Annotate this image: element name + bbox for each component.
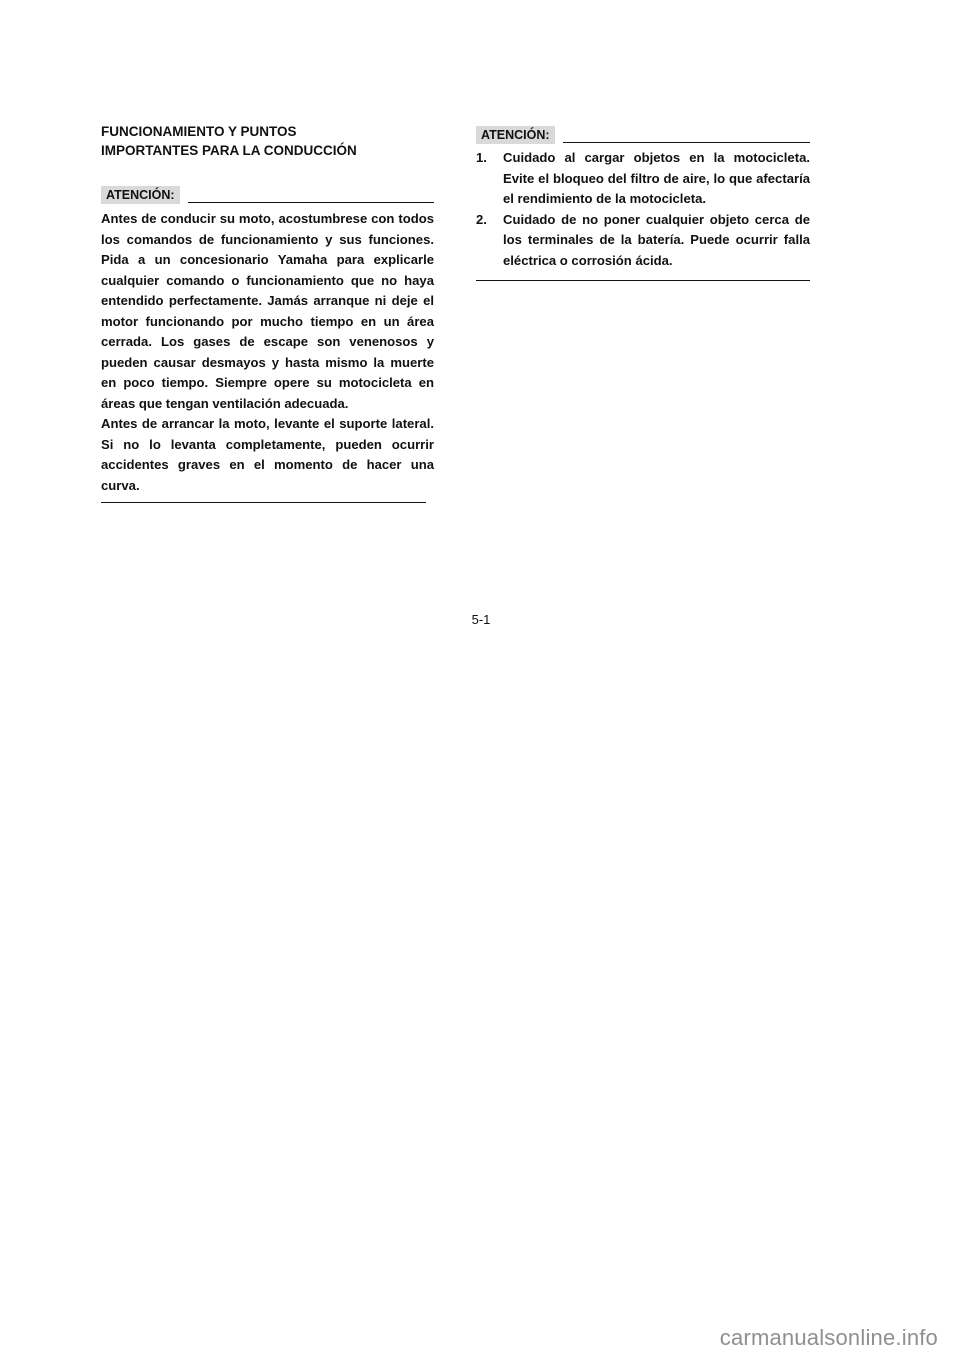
caution-line: pueden causar desmayos y hasta mismo la muerte — [101, 354, 434, 370]
caution-line: Pida a un concesionario Yamaha para explicarle — [101, 252, 434, 267]
caution-line: cualquier comando o funcionamiento que no haya — [101, 272, 434, 288]
page-number: 5-1 — [471, 612, 491, 627]
caution-text — [101, 209, 434, 496]
list-item-line: Evite el bloqueo del filtro de aire, lo que afectaría — [503, 170, 810, 186]
right-column — [476, 126, 810, 281]
watermark: carmanualsonline.info — [719, 1325, 938, 1350]
list-item-number: 2. — [476, 211, 487, 227]
caution-label: ATENCIÓN: — [101, 186, 180, 204]
list-item-line: eléctrica o corrosión ácida. — [503, 252, 673, 268]
caution-header — [476, 126, 810, 144]
caution-line: áreas que tengan ventilación adecuada. — [101, 395, 349, 411]
list-item — [476, 210, 810, 272]
list-item-line: Cuidado de no poner cualquier objeto cerca de — [503, 211, 810, 227]
caution-line: motor funcionando por mucho tiempo en un área — [101, 313, 434, 329]
list-item-line: Cuidado al cargar objetos en la motocicleta. — [503, 150, 810, 165]
list-item-line: los terminales de la batería. Puede ocurrir falla — [503, 232, 810, 247]
caution-line: accidentes graves en el momento de hacer una curva. — [101, 457, 434, 493]
caution-label: ATENCIÓN: — [476, 126, 555, 144]
caution-top-rule — [188, 202, 434, 203]
caution-line: cerrada. Los gases de escape son venenosos y — [101, 334, 434, 349]
list-item-line: el rendimiento de la motocicleta. — [503, 191, 707, 206]
section-heading-line: IMPORTANTES PARA LA CONDUCCIÓN — [101, 143, 357, 158]
list-item — [476, 148, 810, 210]
caution-header — [101, 186, 434, 204]
list-item-text — [503, 210, 810, 272]
section-heading — [101, 122, 434, 160]
caution-line: los comandos de funcionamiento y sus funciones. — [101, 231, 434, 247]
caution-line: Antes de arrancar la moto, levante el suporte lateral. — [101, 416, 434, 431]
caution-line: en poco tiempo. Siempre opere su motocicleta en — [101, 375, 434, 390]
caution-bottom-rule — [476, 280, 810, 281]
caution-top-rule — [563, 142, 810, 143]
caution-line: Antes de conducir su moto, acostumbrese con todos — [101, 211, 434, 226]
list-item-text — [503, 148, 810, 210]
caution-line: entendido perfectamente. Jamás arranque ni deje el — [101, 293, 434, 308]
caution-line: Si no lo levanta completamente, pueden ocurrir — [101, 436, 434, 452]
section-heading-line: FUNCIONAMIENTO Y PUNTOS — [101, 124, 297, 139]
caution-bottom-rule — [101, 502, 426, 503]
caution-list — [476, 148, 810, 271]
left-column — [101, 122, 434, 503]
list-item-number: 1. — [476, 150, 487, 165]
